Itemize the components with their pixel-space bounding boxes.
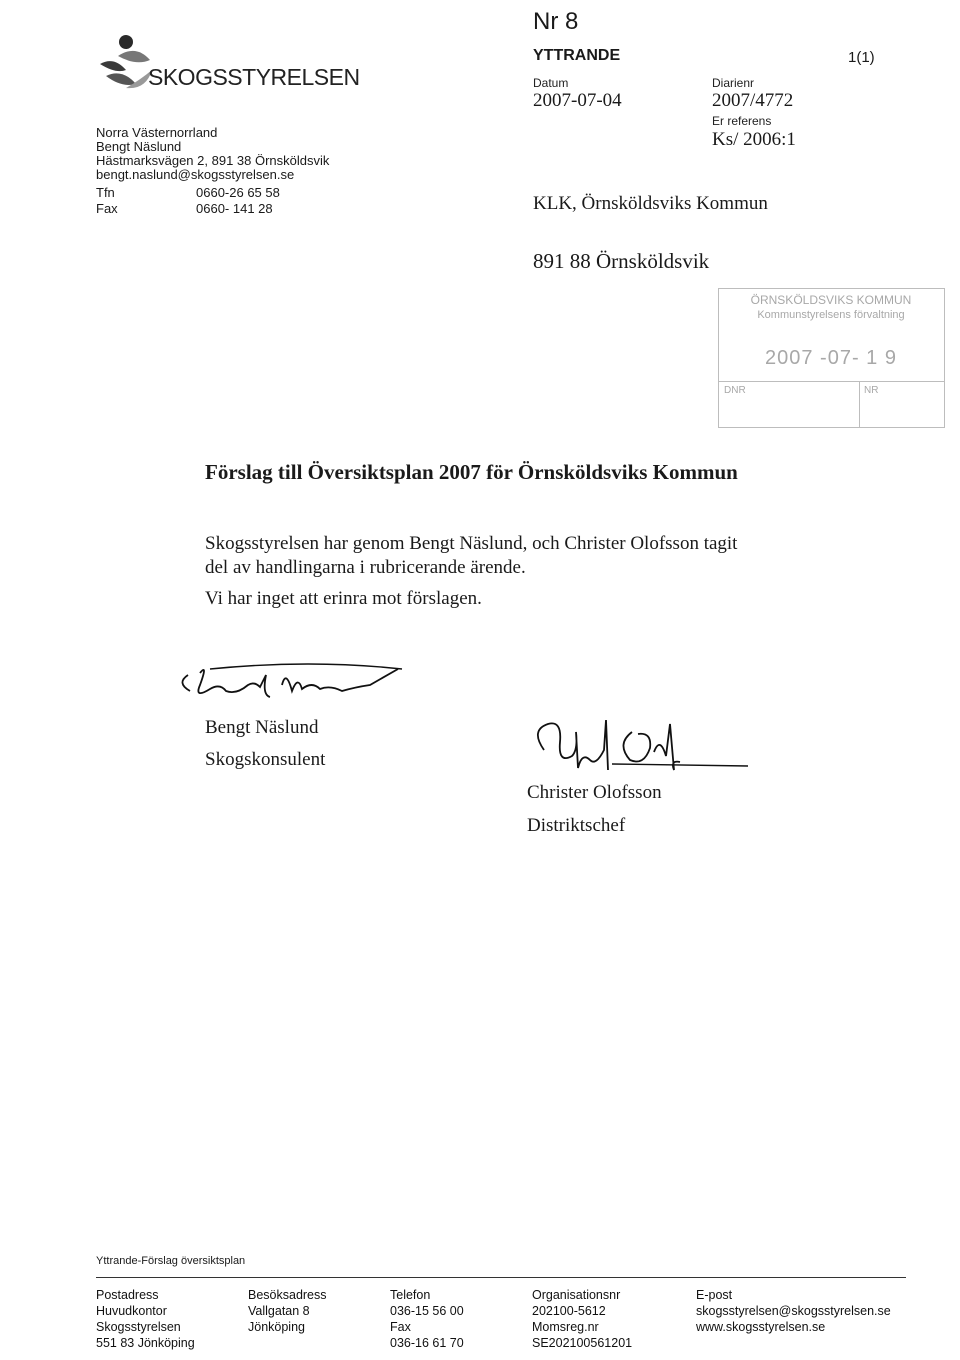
footer-postal-heading: Postadress [96, 1288, 159, 1302]
diary-value: 2007/4772 [712, 90, 794, 111]
phone-label: Tfn [96, 185, 115, 200]
stamp-dnr-label: DNR [724, 385, 746, 396]
sender-name: Bengt Näslund [96, 139, 182, 154]
stamp-column-divider [859, 381, 860, 427]
leaf-logo-icon [96, 30, 156, 100]
received-stamp [718, 288, 945, 428]
sender-address: Hästmarksvägen 2, 891 38 Örnsköldsvik [96, 153, 330, 168]
footer-postal-line: Huvudkontor [96, 1304, 167, 1318]
sender-phone-row [96, 186, 280, 200]
document-number: Nr 8 [533, 8, 579, 35]
footer-visit-line: Vallgatan 8 [248, 1304, 310, 1318]
footer-email-heading: E-post [696, 1288, 733, 1302]
stamp-nr-label: NR [864, 385, 879, 396]
stamp-date: 2007 -07- 1 9 [765, 347, 897, 369]
sender-office: Norra Västernorrland [96, 125, 218, 140]
footer-visit-line: Jönköping [248, 1320, 305, 1334]
sender-email: bengt.naslund@skogsstyrelsen.se [96, 167, 295, 182]
date-label: Datum [533, 76, 569, 90]
footer-divider [96, 1277, 906, 1278]
stamp-line2: Kommunstyrelsens förvaltning [757, 309, 905, 321]
footer-col-phone [390, 1287, 464, 1351]
date-value: 2007-07-04 [533, 90, 622, 111]
footer-phone-line: 036-15 56 00 [390, 1304, 464, 1318]
footer-postal-line: 551 83 Jönköping [96, 1336, 195, 1350]
footer-col-email [696, 1287, 891, 1335]
signature-christer-olofsson [520, 712, 760, 780]
diary-label: Diarienr [712, 76, 755, 90]
body-paragraph-2: Vi har inget att erinra mot förslagen. [205, 588, 482, 609]
phone-value: 0660-26 65 58 [196, 185, 280, 200]
fax-value: 0660- 141 28 [196, 201, 273, 216]
body-line-1: Skogsstyrelsen har genom Bengt Näslund, och Christer Olofsson tagit [205, 533, 738, 554]
footer-col-visit [248, 1287, 327, 1335]
signatory-1-name: Bengt Näslund [205, 717, 319, 738]
fax-label: Fax [96, 201, 118, 216]
footer-email-line: skogsstyrelsen@skogsstyrelsen.se [696, 1304, 891, 1318]
footer-org-heading: Organisationsnr [532, 1288, 621, 1302]
stamp-divider [719, 381, 944, 382]
footer-postal-line: Skogsstyrelsen [96, 1320, 181, 1334]
footer-col-postal [96, 1287, 195, 1351]
footer-visit-heading: Besöksadress [248, 1288, 327, 1302]
signatory-1-title: Skogskonsulent [205, 749, 326, 770]
recipient-postal: 891 88 Örnsköldsvik [533, 249, 710, 273]
letter-title: Förslag till Översiktsplan 2007 för Örnsköldsviks Kommun [205, 460, 738, 484]
footer-phone-line: Fax [390, 1320, 411, 1334]
footer-org-line: SE202100561201 [532, 1336, 633, 1350]
footer-email-line: www.skogsstyrelsen.se [696, 1320, 826, 1334]
body-line-2: del av handlingarna i rubricerande ärende. [205, 557, 526, 578]
footer-file-name: Yttrande-Förslag översiktsplan [96, 1255, 246, 1267]
recipient-name: KLK, Örnsköldsviks Kommun [533, 193, 768, 214]
stamp-line1: ÖRNSKÖLDSVIKS KOMMUN [750, 293, 912, 307]
sender-fax-row [96, 202, 273, 216]
document-type: YTTRANDE [533, 47, 621, 64]
footer-phone-heading: Telefon [390, 1288, 431, 1302]
page-count: 1(1) [848, 49, 875, 66]
signature-bengt-naslund [170, 655, 410, 715]
footer-org-line: Momsreg.nr [532, 1320, 599, 1334]
footer-phone-line: 036-16 61 70 [390, 1336, 464, 1350]
footer-org-line: 202100-5612 [532, 1304, 606, 1318]
signatory-2-name: Christer Olofsson [527, 782, 662, 803]
reference-label: Er referens [712, 114, 772, 128]
reference-value: Ks/ 2006:1 [712, 129, 796, 150]
footer-col-org [532, 1287, 632, 1351]
logo-wordmark: SKOGSSTYRELSEN [148, 64, 360, 90]
signatory-2-title: Distriktschef [527, 815, 626, 836]
